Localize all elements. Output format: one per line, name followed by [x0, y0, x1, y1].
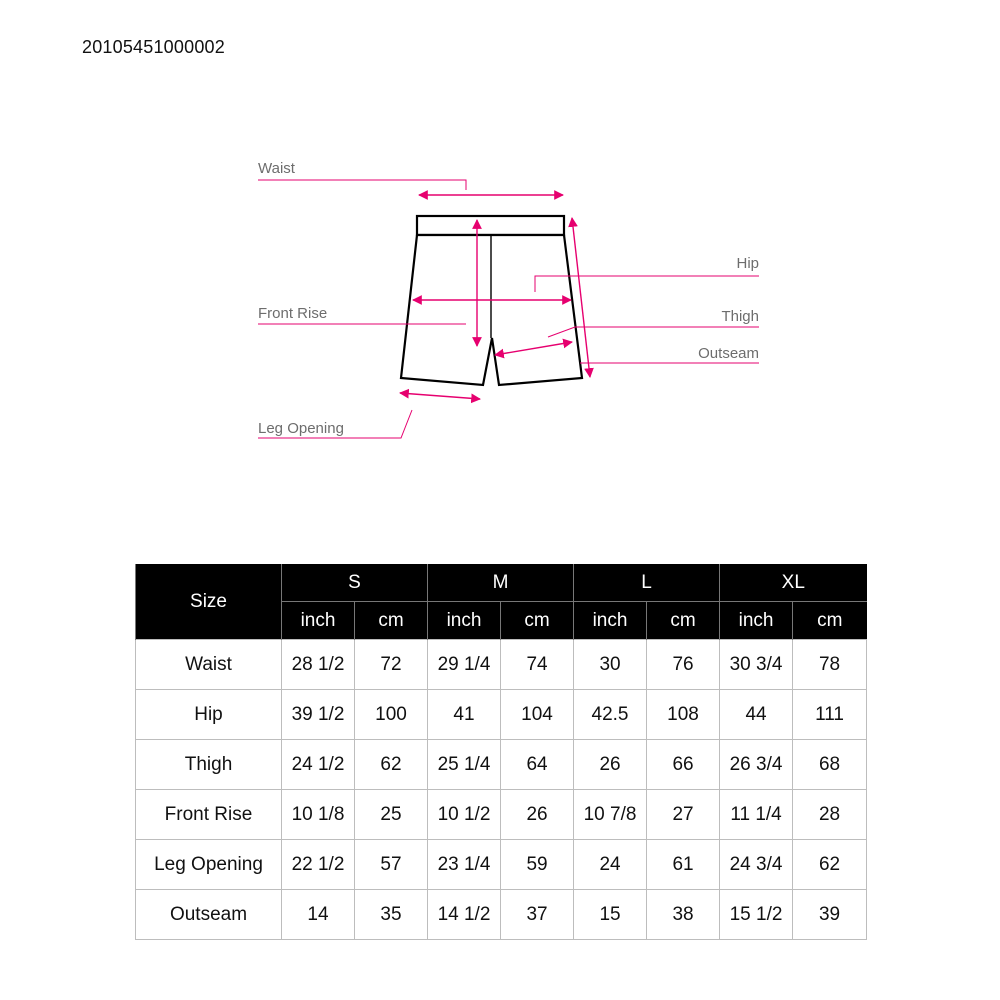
size-chart-table: [135, 564, 867, 940]
table-cell: 100: [355, 690, 428, 740]
table-row: [136, 890, 867, 940]
size-l-header: L: [574, 564, 720, 602]
table-row: [136, 840, 867, 890]
table-row: [136, 640, 867, 690]
table-cell: 39: [793, 890, 867, 940]
waistband: [417, 216, 564, 235]
table-cell: 57: [355, 840, 428, 890]
table-cell: 25 1/4: [428, 740, 501, 790]
row-label: Thigh: [136, 740, 282, 790]
waist-label: Waist: [258, 160, 295, 177]
waist-leader: [258, 180, 466, 190]
table-cell: 24 3/4: [720, 840, 793, 890]
size-s-header: S: [282, 564, 428, 602]
table-cell: 25: [355, 790, 428, 840]
table-cell: 14 1/2: [428, 890, 501, 940]
thigh-label: Thigh: [721, 308, 759, 325]
size-header: Size: [136, 564, 282, 640]
table-cell: 24: [574, 840, 647, 890]
thigh-leader: [548, 327, 759, 337]
row-label: Waist: [136, 640, 282, 690]
table-cell: 39 1/2: [282, 690, 355, 740]
table-cell: 108: [647, 690, 720, 740]
table-cell: 26: [501, 790, 574, 840]
leg-opening-label: Leg Opening: [258, 420, 344, 437]
table-cell: 61: [647, 840, 720, 890]
size-xl-header: XL: [720, 564, 867, 602]
unit-header: cm: [793, 602, 867, 640]
unit-header: inch: [720, 602, 793, 640]
table-cell: 30 3/4: [720, 640, 793, 690]
table-cell: 74: [501, 640, 574, 690]
table-cell: 111: [793, 690, 867, 740]
table-cell: 42.5: [574, 690, 647, 740]
unit-header: inch: [282, 602, 355, 640]
table-cell: 76: [647, 640, 720, 690]
row-label: Hip: [136, 690, 282, 740]
table-cell: 64: [501, 740, 574, 790]
table-cell: 78: [793, 640, 867, 690]
table-cell: 44: [720, 690, 793, 740]
table-cell: 72: [355, 640, 428, 690]
table-row: [136, 740, 867, 790]
table-cell: 10 1/8: [282, 790, 355, 840]
size-m-header: M: [428, 564, 574, 602]
table-cell: 22 1/2: [282, 840, 355, 890]
table-cell: 41: [428, 690, 501, 740]
unit-header: inch: [428, 602, 501, 640]
table-cell: 66: [647, 740, 720, 790]
hip-label: Hip: [736, 255, 759, 272]
size-table-body: [136, 640, 867, 940]
table-cell: 62: [355, 740, 428, 790]
size-header-row: [136, 564, 867, 602]
table-cell: 10 7/8: [574, 790, 647, 840]
table-cell: 11 1/4: [720, 790, 793, 840]
row-label: Leg Opening: [136, 840, 282, 890]
unit-header: inch: [574, 602, 647, 640]
unit-header: cm: [647, 602, 720, 640]
table-cell: 15 1/2: [720, 890, 793, 940]
table-cell: 23 1/4: [428, 840, 501, 890]
product-code: 20105451000002: [82, 37, 225, 57]
table-cell: 59: [501, 840, 574, 890]
table-row: [136, 790, 867, 840]
front-rise-label: Front Rise: [258, 305, 328, 322]
table-cell: 29 1/4: [428, 640, 501, 690]
table-cell: 68: [793, 740, 867, 790]
table-cell: 26 3/4: [720, 740, 793, 790]
table-cell: 28 1/2: [282, 640, 355, 690]
table-cell: 24 1/2: [282, 740, 355, 790]
table-cell: 10 1/2: [428, 790, 501, 840]
table-cell: 15: [574, 890, 647, 940]
leg-opening-arrow: [400, 393, 480, 399]
row-label: Front Rise: [136, 790, 282, 840]
table-cell: 62: [793, 840, 867, 890]
row-label: Outseam: [136, 890, 282, 940]
unit-header: cm: [355, 602, 428, 640]
table-cell: 27: [647, 790, 720, 840]
table-cell: 28: [793, 790, 867, 840]
table-cell: 30: [574, 640, 647, 690]
outseam-label: Outseam: [698, 345, 759, 362]
table-cell: 38: [647, 890, 720, 940]
table-cell: 26: [574, 740, 647, 790]
table-row: [136, 690, 867, 740]
table-cell: 104: [501, 690, 574, 740]
table-cell: 35: [355, 890, 428, 940]
unit-header: cm: [501, 602, 574, 640]
table-cell: 14: [282, 890, 355, 940]
table-cell: 37: [501, 890, 574, 940]
